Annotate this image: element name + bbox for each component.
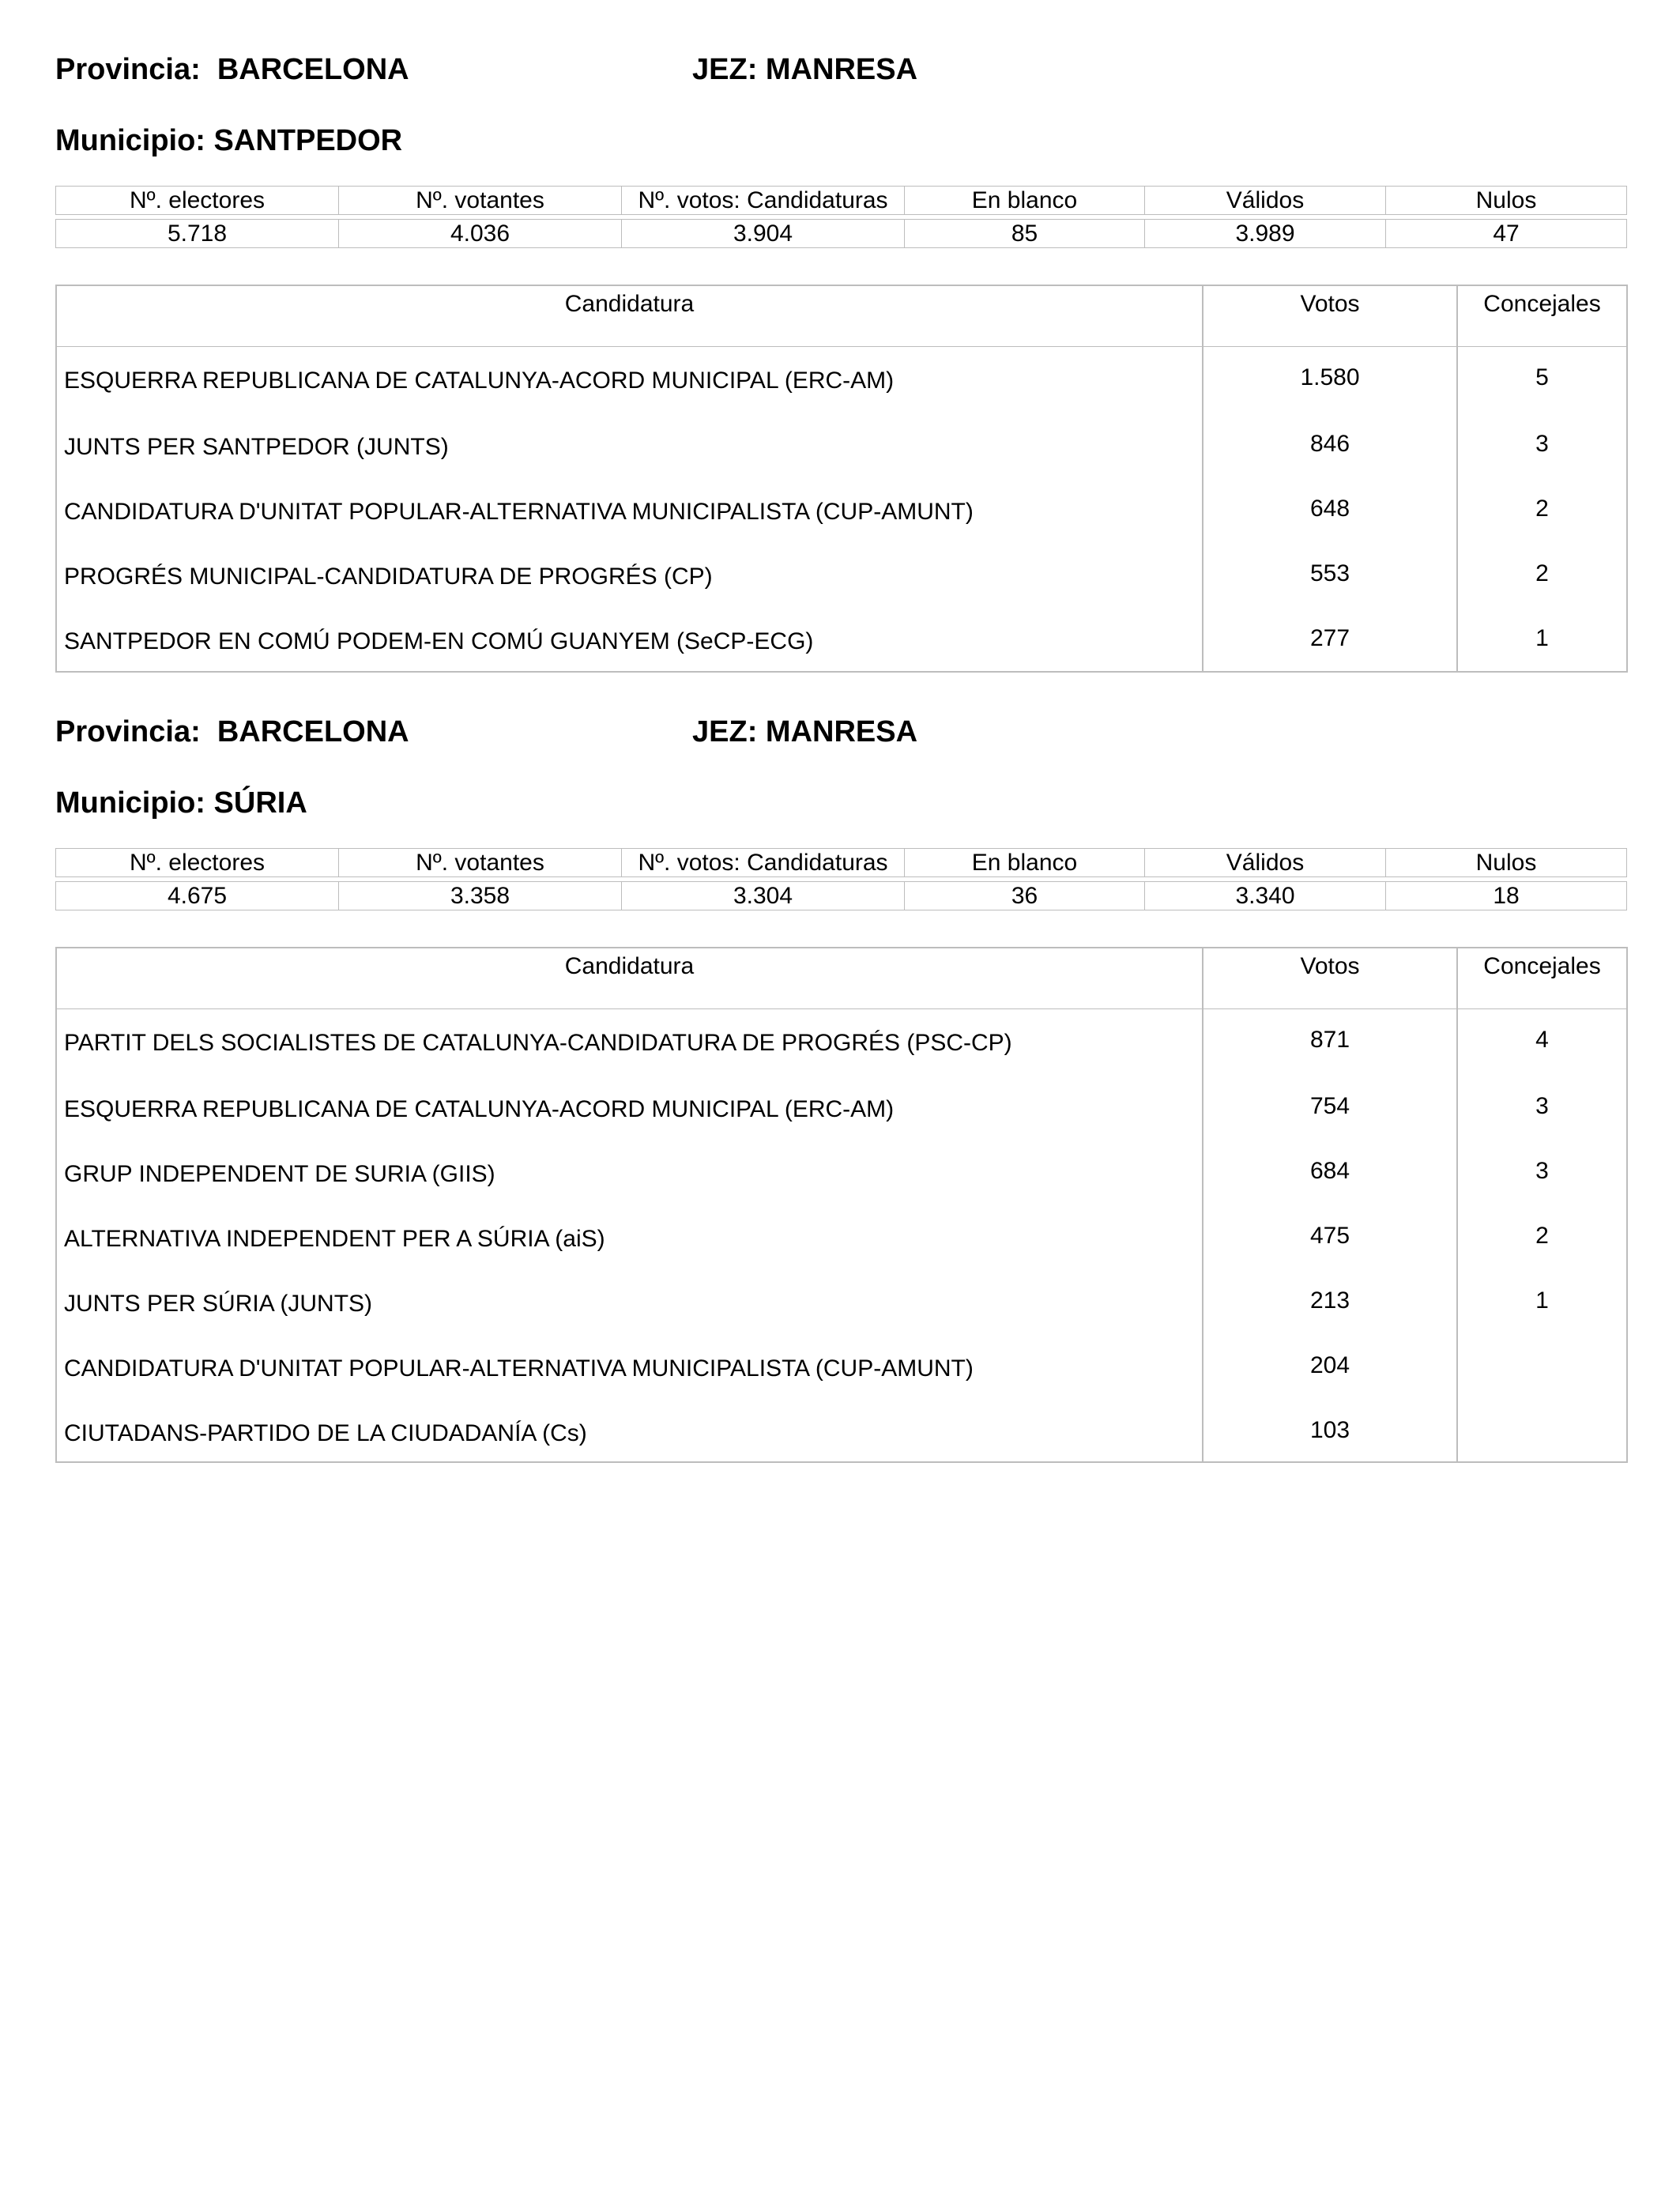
stats-header-votos-candidaturas: Nº. votos: Candidaturas: [622, 849, 905, 877]
stats-header-validos: Válidos: [1145, 187, 1386, 215]
stats-value-electores: 4.675: [56, 882, 339, 910]
table-row: [57, 1400, 1626, 1461]
stats-value-row: [56, 882, 1627, 910]
municipio-label: Municipio:: [55, 786, 205, 820]
candidatura-concejales: 5: [1535, 364, 1549, 390]
candidatura-concejales: 3: [1535, 1158, 1549, 1184]
candidatura-votos: 213: [1309, 1287, 1350, 1314]
stats-value-nulos: 47: [1386, 220, 1627, 248]
candidatura-votos: 277: [1309, 625, 1350, 651]
stats-value-votos-candidaturas: 3.904: [622, 220, 905, 248]
results-header-candidatura: Candidatura: [564, 953, 695, 979]
stats-header-nulos: Nulos: [1386, 849, 1627, 877]
candidatura-concejales: 1: [1535, 1287, 1549, 1314]
results-header-concejales: Concejales: [1483, 953, 1601, 979]
provincia-header: [55, 52, 409, 87]
candidatura-concejales: 4: [1535, 1027, 1549, 1053]
results-header-concejales: Concejales: [1483, 291, 1601, 317]
candidatura-name: JUNTS PER SÚRIA (JUNTS): [64, 1291, 373, 1317]
jez-value: MANRESA: [765, 53, 918, 86]
provincia-header: [55, 714, 409, 749]
stats-header-votantes: Nº. votantes: [339, 187, 622, 215]
candidatura-name: GRUP INDEPENDENT DE SURIA (GIIS): [64, 1161, 495, 1187]
stats-value-en-blanco: 85: [905, 220, 1145, 248]
municipio-value: SÚRIA: [213, 786, 307, 820]
jez-header: [692, 714, 917, 749]
provincia-label: Provincia:: [55, 53, 201, 86]
stats-value-en-blanco: 36: [905, 882, 1145, 910]
results-header-votos: Votos: [1300, 291, 1360, 317]
jez-header: [692, 52, 917, 87]
candidatura-concejales: 2: [1535, 560, 1549, 586]
provincia-value: BARCELONA: [217, 715, 409, 748]
stats-table: [55, 186, 1627, 248]
candidatura-name: PROGRÉS MUNICIPAL-CANDIDATURA DE PROGRÉS (CP): [64, 564, 713, 590]
candidatura-name: PARTIT DELS SOCIALISTES DE CATALUNYA-CANDIDATURA DE PROGRÉS (PSC-CP): [64, 1030, 1012, 1056]
candidatura-votos: 684: [1309, 1158, 1350, 1184]
candidatura-votos: 103: [1309, 1417, 1350, 1443]
provincia-value: BARCELONA: [217, 53, 409, 86]
results-header-votos: Votos: [1300, 953, 1360, 979]
results-header-row: [57, 286, 1626, 347]
stats-header-votos-candidaturas: Nº. votos: Candidaturas: [622, 187, 905, 215]
table-row: [57, 543, 1626, 608]
candidatura-votos: 871: [1309, 1027, 1350, 1053]
table-row: [57, 1270, 1626, 1335]
municipio-label: Municipio:: [55, 124, 205, 157]
results-table: [55, 285, 1628, 673]
candidatura-votos: 204: [1309, 1352, 1350, 1378]
jez-value: MANRESA: [765, 715, 918, 748]
candidatura-name: SANTPEDOR EN COMÚ PODEM-EN COMÚ GUANYEM (SeCP-ECG): [64, 628, 814, 654]
candidatura-concejales: 3: [1535, 1093, 1549, 1119]
candidatura-concejales: 1: [1535, 625, 1549, 651]
stats-value-votantes: 4.036: [339, 220, 622, 248]
results-header-row: [57, 948, 1626, 1009]
table-row: [57, 608, 1626, 671]
stats-value-validos: 3.340: [1145, 882, 1386, 910]
candidatura-votos: 475: [1309, 1223, 1350, 1249]
stats-header-nulos: Nulos: [1386, 187, 1627, 215]
stats-value-row: [56, 220, 1627, 248]
stats-value-votantes: 3.358: [339, 882, 622, 910]
candidatura-name: JUNTS PER SANTPEDOR (JUNTS): [64, 434, 449, 460]
candidatura-name: CANDIDATURA D'UNITAT POPULAR-ALTERNATIVA MUNICIPALISTA (CUP-AMUNT): [64, 499, 974, 525]
candidatura-votos: 846: [1309, 431, 1350, 457]
candidatura-votos: 754: [1309, 1093, 1350, 1119]
stats-header-row: [56, 187, 1627, 215]
results-table: [55, 947, 1628, 1463]
table-row: [57, 413, 1626, 478]
table-row: [57, 1009, 1626, 1076]
municipio-value: SANTPEDOR: [213, 124, 403, 157]
candidatura-concejales: 3: [1535, 431, 1549, 457]
stats-value-electores: 5.718: [56, 220, 339, 248]
table-row: [57, 1076, 1626, 1140]
candidatura-votos: 1.580: [1300, 364, 1360, 390]
table-row: [57, 1205, 1626, 1270]
candidatura-votos: 648: [1309, 496, 1350, 522]
candidatura-name: ALTERNATIVA INDEPENDENT PER A SÚRIA (aiS): [64, 1226, 605, 1252]
stats-table: [55, 848, 1627, 910]
candidatura-name: ESQUERRA REPUBLICANA DE CATALUNYA-ACORD MUNICIPAL (ERC-AM): [64, 368, 895, 394]
jez-label: JEZ:: [692, 53, 758, 86]
table-row: [57, 478, 1626, 543]
stats-header-en-blanco: En blanco: [905, 187, 1145, 215]
candidatura-concejales: 2: [1535, 496, 1549, 522]
stats-header-validos: Válidos: [1145, 849, 1386, 877]
candidatura-votos: 553: [1309, 560, 1350, 586]
stats-value-nulos: 18: [1386, 882, 1627, 910]
municipio-header: [55, 786, 307, 820]
stats-value-votos-candidaturas: 3.304: [622, 882, 905, 910]
municipio-header: [55, 123, 402, 158]
table-row: [57, 1335, 1626, 1400]
stats-header-electores: Nº. electores: [56, 187, 339, 215]
candidatura-name: CANDIDATURA D'UNITAT POPULAR-ALTERNATIVA MUNICIPALISTA (CUP-AMUNT): [64, 1355, 974, 1382]
jez-label: JEZ:: [692, 715, 758, 748]
stats-header-votantes: Nº. votantes: [339, 849, 622, 877]
stats-value-validos: 3.989: [1145, 220, 1386, 248]
stats-header-en-blanco: En blanco: [905, 849, 1145, 877]
stats-header-electores: Nº. electores: [56, 849, 339, 877]
candidatura-name: ESQUERRA REPUBLICANA DE CATALUNYA-ACORD MUNICIPAL (ERC-AM): [64, 1096, 895, 1122]
table-row: [57, 1140, 1626, 1205]
results-header-candidatura: Candidatura: [564, 291, 695, 317]
provincia-label: Provincia:: [55, 715, 201, 748]
candidatura-concejales: 2: [1535, 1223, 1549, 1249]
candidatura-name: CIUTADANS-PARTIDO DE LA CIUDADANÍA (Cs): [64, 1420, 587, 1446]
stats-header-row: [56, 849, 1627, 877]
table-row: [57, 347, 1626, 413]
